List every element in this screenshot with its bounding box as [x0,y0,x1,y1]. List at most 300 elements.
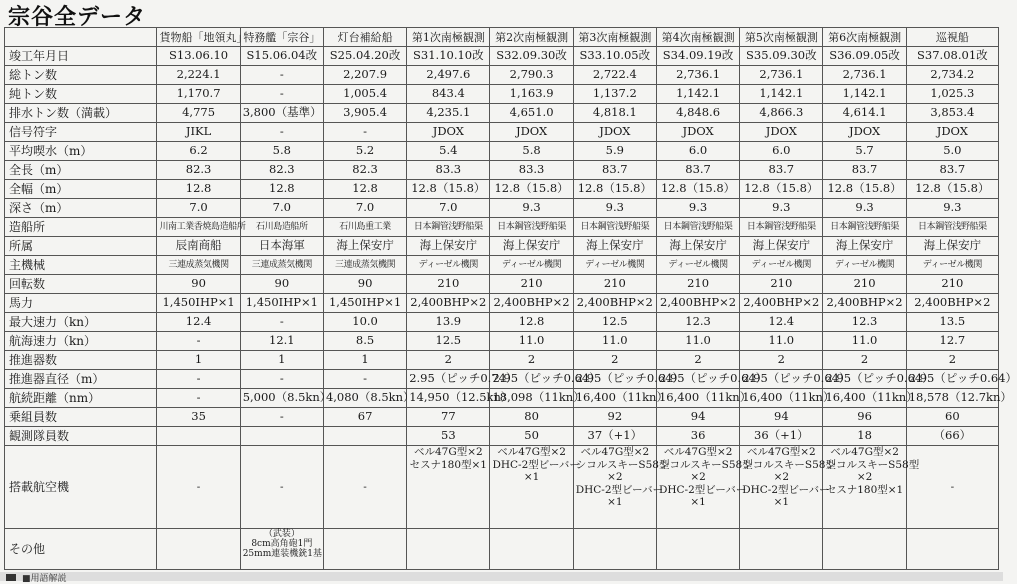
table-cell: 12.8 [240,180,323,199]
table-cell: 1,450IHP×1 [157,294,240,313]
row-label: 推進器数 [5,351,157,370]
aircraft-line: ベル47G型×2 [580,446,650,458]
table-cell: 1,163.9 [490,85,573,104]
aircraft-line: ×1 [523,471,540,483]
aircraft-line: ×2 [856,471,873,483]
table-cell: S34.09.19改 [656,47,739,66]
aircraft-cell [407,446,490,529]
column-header: 第4次南極観測 [656,28,739,47]
table-cell: 2,400BHP×2 [407,294,490,313]
table-cell: 12.8（15.8） [490,180,573,199]
column-header: 灯台補給船 [323,28,406,47]
table-cell: 1,005.4 [323,85,406,104]
table-cell: 2,224.1 [157,66,240,85]
table-cell: 210 [573,275,656,294]
table-row [5,427,999,446]
table-cell: 94 [656,408,739,427]
table-cell [240,427,323,446]
table-cell: 210 [823,275,906,294]
table-cell: 83.7 [656,161,739,180]
table-cell: 2.95（ピッチ0.74） [407,370,490,389]
table-cell: 5.0 [906,142,998,161]
table-cell: 6.0 [656,142,739,161]
aircraft-line: シコルスキーS58型 [825,458,920,471]
row-label: 全長（m） [5,161,157,180]
table-row [5,66,999,85]
table-cell: 2 [490,351,573,370]
table-cell: 4,235.1 [407,104,490,123]
table-cell: 日本鋼管浅野船渠 [573,218,656,237]
table-cell: 5.8 [490,142,573,161]
table-cell: ディーゼル機関 [490,256,573,275]
table-cell: 210 [906,275,998,294]
table-cell [157,427,240,446]
column-header: 貨物船「地領丸」 [157,28,240,47]
table-cell: 3,800（基準） [240,104,323,123]
aircraft-row [5,446,999,529]
table-cell: 1,170.7 [157,85,240,104]
row-label: 総トン数 [5,66,157,85]
footer-band [0,572,1003,581]
armament-cell [240,529,323,570]
table-cell: - [240,370,323,389]
aircraft-line: ベル47G型×2 [497,446,566,458]
column-header: 巡視船 [906,28,998,47]
aircraft-cell [157,446,240,529]
table-cell: 2,400BHP×2 [823,294,906,313]
table-cell: 11.0 [573,332,656,351]
column-header: 第3次南極観測 [573,28,656,47]
aircraft-line: ベル47G型×2 [830,446,899,458]
row-label: 竣工年月日 [5,47,157,66]
table-cell: 12.8（15.8） [823,180,906,199]
table-cell: 7.0 [240,199,323,218]
table-cell: 2 [740,351,823,370]
other-row [5,529,999,570]
table-cell: 67 [323,408,406,427]
table-cell: 辰南商船 [157,237,240,256]
table-cell: 11.0 [823,332,906,351]
table-cell: 90 [323,275,406,294]
table-cell: S25.04.20改 [323,47,406,66]
table-cell: ディーゼル機関 [823,256,906,275]
empty-cell [407,529,490,570]
table-cell: 2,734.2 [906,66,998,85]
table-cell: 2,400BHP×2 [906,294,998,313]
aircraft-cell [573,446,670,529]
row-label: 所属 [5,237,157,256]
table-cell: - [240,408,323,427]
table-row [5,142,999,161]
aircraft-cell [490,446,580,529]
table-row [5,408,999,427]
table-cell: 90 [157,275,240,294]
aircraft-line: セスナ180型×1 [409,458,487,471]
table-cell: 16,400（11kn） [823,389,906,408]
table-cell: - [240,85,323,104]
table-row [5,313,999,332]
table-cell: 82.3 [157,161,240,180]
table-cell: 川南工業香焼島造船所 [157,218,240,237]
spec-table [4,27,1017,570]
aircraft-line: ×1 [690,496,706,508]
table-row [5,256,999,275]
table-cell: 94 [740,408,823,427]
empty-cell [656,529,739,570]
table-cell: 1 [323,351,406,370]
table-cell: 210 [740,275,823,294]
row-label: 平均喫水（m） [5,142,157,161]
aircraft-line: シコルスキーS58型 [658,458,753,471]
table-cell: 53 [407,427,490,446]
table-cell: 18 [823,427,906,446]
table-cell: 9.3 [490,199,573,218]
table-cell: 12.8 [157,180,240,199]
table-cell: 18,578（12.7kn） [906,389,998,408]
table-cell: 8.5 [323,332,406,351]
row-label: 全幅（m） [5,180,157,199]
table-cell: ディーゼル機関 [407,256,490,275]
table-cell: 7.0 [157,199,240,218]
table-cell: JDOX [906,123,998,142]
table-cell: 三連成蒸気機関 [240,256,323,275]
table-row [5,237,999,256]
table-cell: 83.7 [906,161,998,180]
empty-cell [157,529,240,570]
empty-cell [573,529,656,570]
armament-line: 8cm高角砲1門 [251,539,313,549]
table-cell: 12.4 [740,313,823,332]
table-cell: ディーゼル機関 [906,256,998,275]
table-cell: 92 [573,408,656,427]
aircraft-line: - [950,480,955,493]
table-cell: 210 [407,275,490,294]
row-label: 主機械 [5,256,157,275]
table-cell: 2 [573,351,656,370]
row-label: 搭載航空機 [5,446,157,529]
aircraft-line: - [196,480,201,493]
aircraft-line: ×1 [607,496,623,508]
table-cell: 9.3 [573,199,656,218]
table-cell: 82.3 [240,161,323,180]
empty-cell [323,529,406,570]
table-cell: 4,651.0 [490,104,573,123]
table-row [5,199,999,218]
table-cell: 210 [490,275,573,294]
table-cell: 2,722.4 [573,66,656,85]
table-cell: 2,790.3 [490,66,573,85]
table-cell: 日本鋼管浅野船渠 [740,218,823,237]
table-row [5,275,999,294]
row-label: 信号符字 [5,123,157,142]
table-cell: 三連成蒸気機関 [157,256,240,275]
table-cell: - [323,370,406,389]
table-row [5,123,999,142]
aircraft-line: - [363,480,367,493]
table-cell: 5,000（8.5kn） [240,389,323,408]
page-title: 宗谷全データ [8,5,147,30]
table-cell: 16,400（11kn） [656,389,739,408]
table-cell: - [240,313,323,332]
row-label: 純トン数 [5,85,157,104]
table-cell: 12.8 [490,313,573,332]
table-cell: S32.09.30改 [490,47,573,66]
table-cell: 16,400（11kn） [740,389,823,408]
table-cell: - [157,370,240,389]
aircraft-line: ×2 [690,471,706,483]
aircraft-line: DHC-2型ビーバー [492,458,580,471]
table-cell: 1,450IHP×1 [323,294,406,313]
aircraft-line: ベル47G型×2 [746,446,816,458]
table-cell: S15.06.04改 [240,47,323,66]
table-cell: JDOX [656,123,739,142]
table-cell: 14,950（12.5kn） [407,389,490,408]
table-cell: ディーゼル機関 [740,256,823,275]
empty-cell [490,529,573,570]
table-cell: 16,400（11kn） [573,389,656,408]
table-cell: 11.0 [656,332,739,351]
table-row [5,161,999,180]
row-label: 排水トン数（満載） [5,104,157,123]
aircraft-line: DHC-2型ビーバー [742,483,830,496]
table-row [5,370,999,389]
table-cell: 2,736.1 [740,66,823,85]
table-cell: 83.3 [490,161,573,180]
table-cell [323,427,406,446]
footer-text: ■用語解説 [22,574,67,584]
table-cell: 2 [407,351,490,370]
row-label: 観測隊員数 [5,427,157,446]
table-cell: - [240,66,323,85]
table-cell: 2.95（ピッチ0.64） [740,370,823,389]
row-label: 乗組員数 [5,408,157,427]
header-row [5,28,999,47]
table-cell: S33.10.05改 [573,47,656,66]
table-cell: S37.08.01改 [906,47,998,66]
table-cell: 12.7 [906,332,998,351]
table-cell: S13.06.10 [157,47,240,66]
table-cell: 83.7 [740,161,823,180]
row-label: 最大速力（kn） [5,313,157,332]
table-cell: 9.3 [740,199,823,218]
row-label: 回転数 [5,275,157,294]
table-cell: 36 [656,427,739,446]
table-cell: 日本鋼管浅野船渠 [490,218,573,237]
table-cell: 2.95（ピッチ0.64） [490,370,573,389]
table-cell: 2,736.1 [656,66,739,85]
table-cell: 12.8（15.8） [740,180,823,199]
table-row [5,218,999,237]
table-cell: 6.2 [157,142,240,161]
table-cell: 35 [157,408,240,427]
empty-cell [823,529,906,570]
table-cell: 4,614.1 [823,104,906,123]
row-label: 造船所 [5,218,157,237]
table-row [5,332,999,351]
table-cell: JDOX [407,123,490,142]
aircraft-cell [740,446,836,529]
table-cell: 210 [656,275,739,294]
table-cell: （66） [906,427,998,446]
table-cell: 10.0 [323,313,406,332]
table-cell: JDOX [740,123,823,142]
table-cell: 日本海軍 [240,237,323,256]
table-cell: 13.5 [906,313,998,332]
table-cell: 3,905.4 [323,104,406,123]
table-cell: 2.95（ピッチ0.64） [573,370,656,389]
table-cell: 12.8（15.8） [656,180,739,199]
aircraft-line: セスナ180型×1 [825,483,904,496]
empty-cell [740,529,823,570]
table-cell: 4,818.1 [573,104,656,123]
table-cell: 2,736.1 [823,66,906,85]
aircraft-cell [240,446,323,529]
table-cell: - [240,123,323,142]
table-cell: 12.5 [573,313,656,332]
table-cell: 90 [240,275,323,294]
table-cell: 三連成蒸気機関 [323,256,406,275]
empty-cell [906,529,998,570]
table-cell: 2,497.6 [407,66,490,85]
table-row [5,104,999,123]
table-cell: 9.3 [656,199,739,218]
table-cell: JDOX [573,123,656,142]
table-cell: 9.3 [906,199,998,218]
table-cell: 2.95（ピッチ0.64） [656,370,739,389]
column-header: 第2次南極観測 [490,28,573,47]
table-cell: 2,400BHP×2 [656,294,739,313]
aircraft-cell [823,446,920,529]
table-cell: JDOX [823,123,906,142]
row-label: 深さ（m） [5,199,157,218]
table-cell: 海上保安庁 [490,237,573,256]
table-cell: 1 [240,351,323,370]
table-cell: 12.4 [157,313,240,332]
table-cell: 11.0 [490,332,573,351]
table-cell: S31.10.10改 [407,47,490,66]
table-row [5,389,999,408]
column-header: 第6次南極観測 [823,28,906,47]
header-corner [5,28,157,47]
table-cell: 1,142.1 [823,85,906,104]
table-cell: 12.8 [323,180,406,199]
table-cell: 7.0 [323,199,406,218]
aircraft-line: DHC-2型ビーバー [575,483,664,496]
table-cell: 12.8（15.8） [906,180,998,199]
table-cell: 96 [823,408,906,427]
table-cell: 海上保安庁 [407,237,490,256]
row-label: その他 [5,529,157,570]
table-cell: ディーゼル機関 [656,256,739,275]
table-cell: 海上保安庁 [656,237,739,256]
footer-mark [6,574,16,581]
armament-line: 25mm連装機銃1基 [242,549,322,559]
row-label: 馬力 [5,294,157,313]
table-cell: 1,137.2 [573,85,656,104]
table-cell: 2 [906,351,998,370]
table-cell: 12.1 [240,332,323,351]
table-cell: 11.0 [740,332,823,351]
table-cell: 3,853.4 [906,104,998,123]
table-cell: 4,866.3 [740,104,823,123]
aircraft-cell [906,446,998,529]
table-cell: 36（+1） [740,427,823,446]
table-cell: 4,848.6 [656,104,739,123]
aircraft-line: - [280,480,284,493]
table-cell: 12.8（15.8） [573,180,656,199]
aircraft-line: ×2 [607,471,623,483]
table-cell: S35.09.30改 [740,47,823,66]
table-cell: 7.0 [407,199,490,218]
table-cell: 83.3 [407,161,490,180]
table-cell: 18,098（11kn） [490,389,573,408]
table-row [5,47,999,66]
table-cell: 2,207.9 [323,66,406,85]
table-cell: - [323,123,406,142]
table-cell: 海上保安庁 [906,237,998,256]
column-header: 第1次南極観測 [407,28,490,47]
table-cell: 2,400BHP×2 [740,294,823,313]
aircraft-line: ×2 [773,471,790,483]
table-cell: 12.5 [407,332,490,351]
armament-line: （武装） [263,529,300,539]
table-cell: 1,025.3 [906,85,998,104]
aircraft-line: DHC-2型ビーバー [658,483,747,496]
table-cell: 海上保安庁 [323,237,406,256]
table-cell: 海上保安庁 [823,237,906,256]
table-row [5,180,999,199]
table-cell: 2 [823,351,906,370]
table-cell: 77 [407,408,490,427]
aircraft-cell [323,446,406,529]
table-cell: 12.3 [823,313,906,332]
table-cell: 4,080（8.5kn） [323,389,406,408]
table-cell: - [157,332,240,351]
table-cell: 5.7 [823,142,906,161]
table-cell: 日本鋼管浅野船渠 [906,218,998,237]
table-cell: 83.7 [573,161,656,180]
row-label: 航海速力（kn） [5,332,157,351]
table-cell: 5.8 [240,142,323,161]
table-cell: 2 [656,351,739,370]
table-cell: 9.3 [823,199,906,218]
table-cell: 1,142.1 [740,85,823,104]
table-cell: 13.9 [407,313,490,332]
table-cell: 2.95（ピッチ0.64） [906,370,998,389]
table-cell: 12.3 [656,313,739,332]
table-cell: 石川島重工業 [323,218,406,237]
table-cell: 50 [490,427,573,446]
table-cell: 2.95（ピッチ0.64） [823,370,906,389]
aircraft-line: シコルスキーS58型 [742,458,836,471]
table-cell: 5.2 [323,142,406,161]
table-cell: 石川島造船所 [240,218,323,237]
table-cell: 5.9 [573,142,656,161]
table-cell: JDOX [490,123,573,142]
table-cell: 5.4 [407,142,490,161]
table-cell: 2,400BHP×2 [490,294,573,313]
table-cell: 843.4 [407,85,490,104]
table-cell: 2,400BHP×2 [573,294,656,313]
aircraft-line: ベル47G型×2 [413,446,483,458]
table-cell: - [157,389,240,408]
table-cell: 83.7 [823,161,906,180]
column-header: 第5次南極観測 [740,28,823,47]
table-cell: 80 [490,408,573,427]
table-cell: 海上保安庁 [740,237,823,256]
row-label: 航続距離（nm） [5,389,157,408]
table-cell: ディーゼル機関 [573,256,656,275]
